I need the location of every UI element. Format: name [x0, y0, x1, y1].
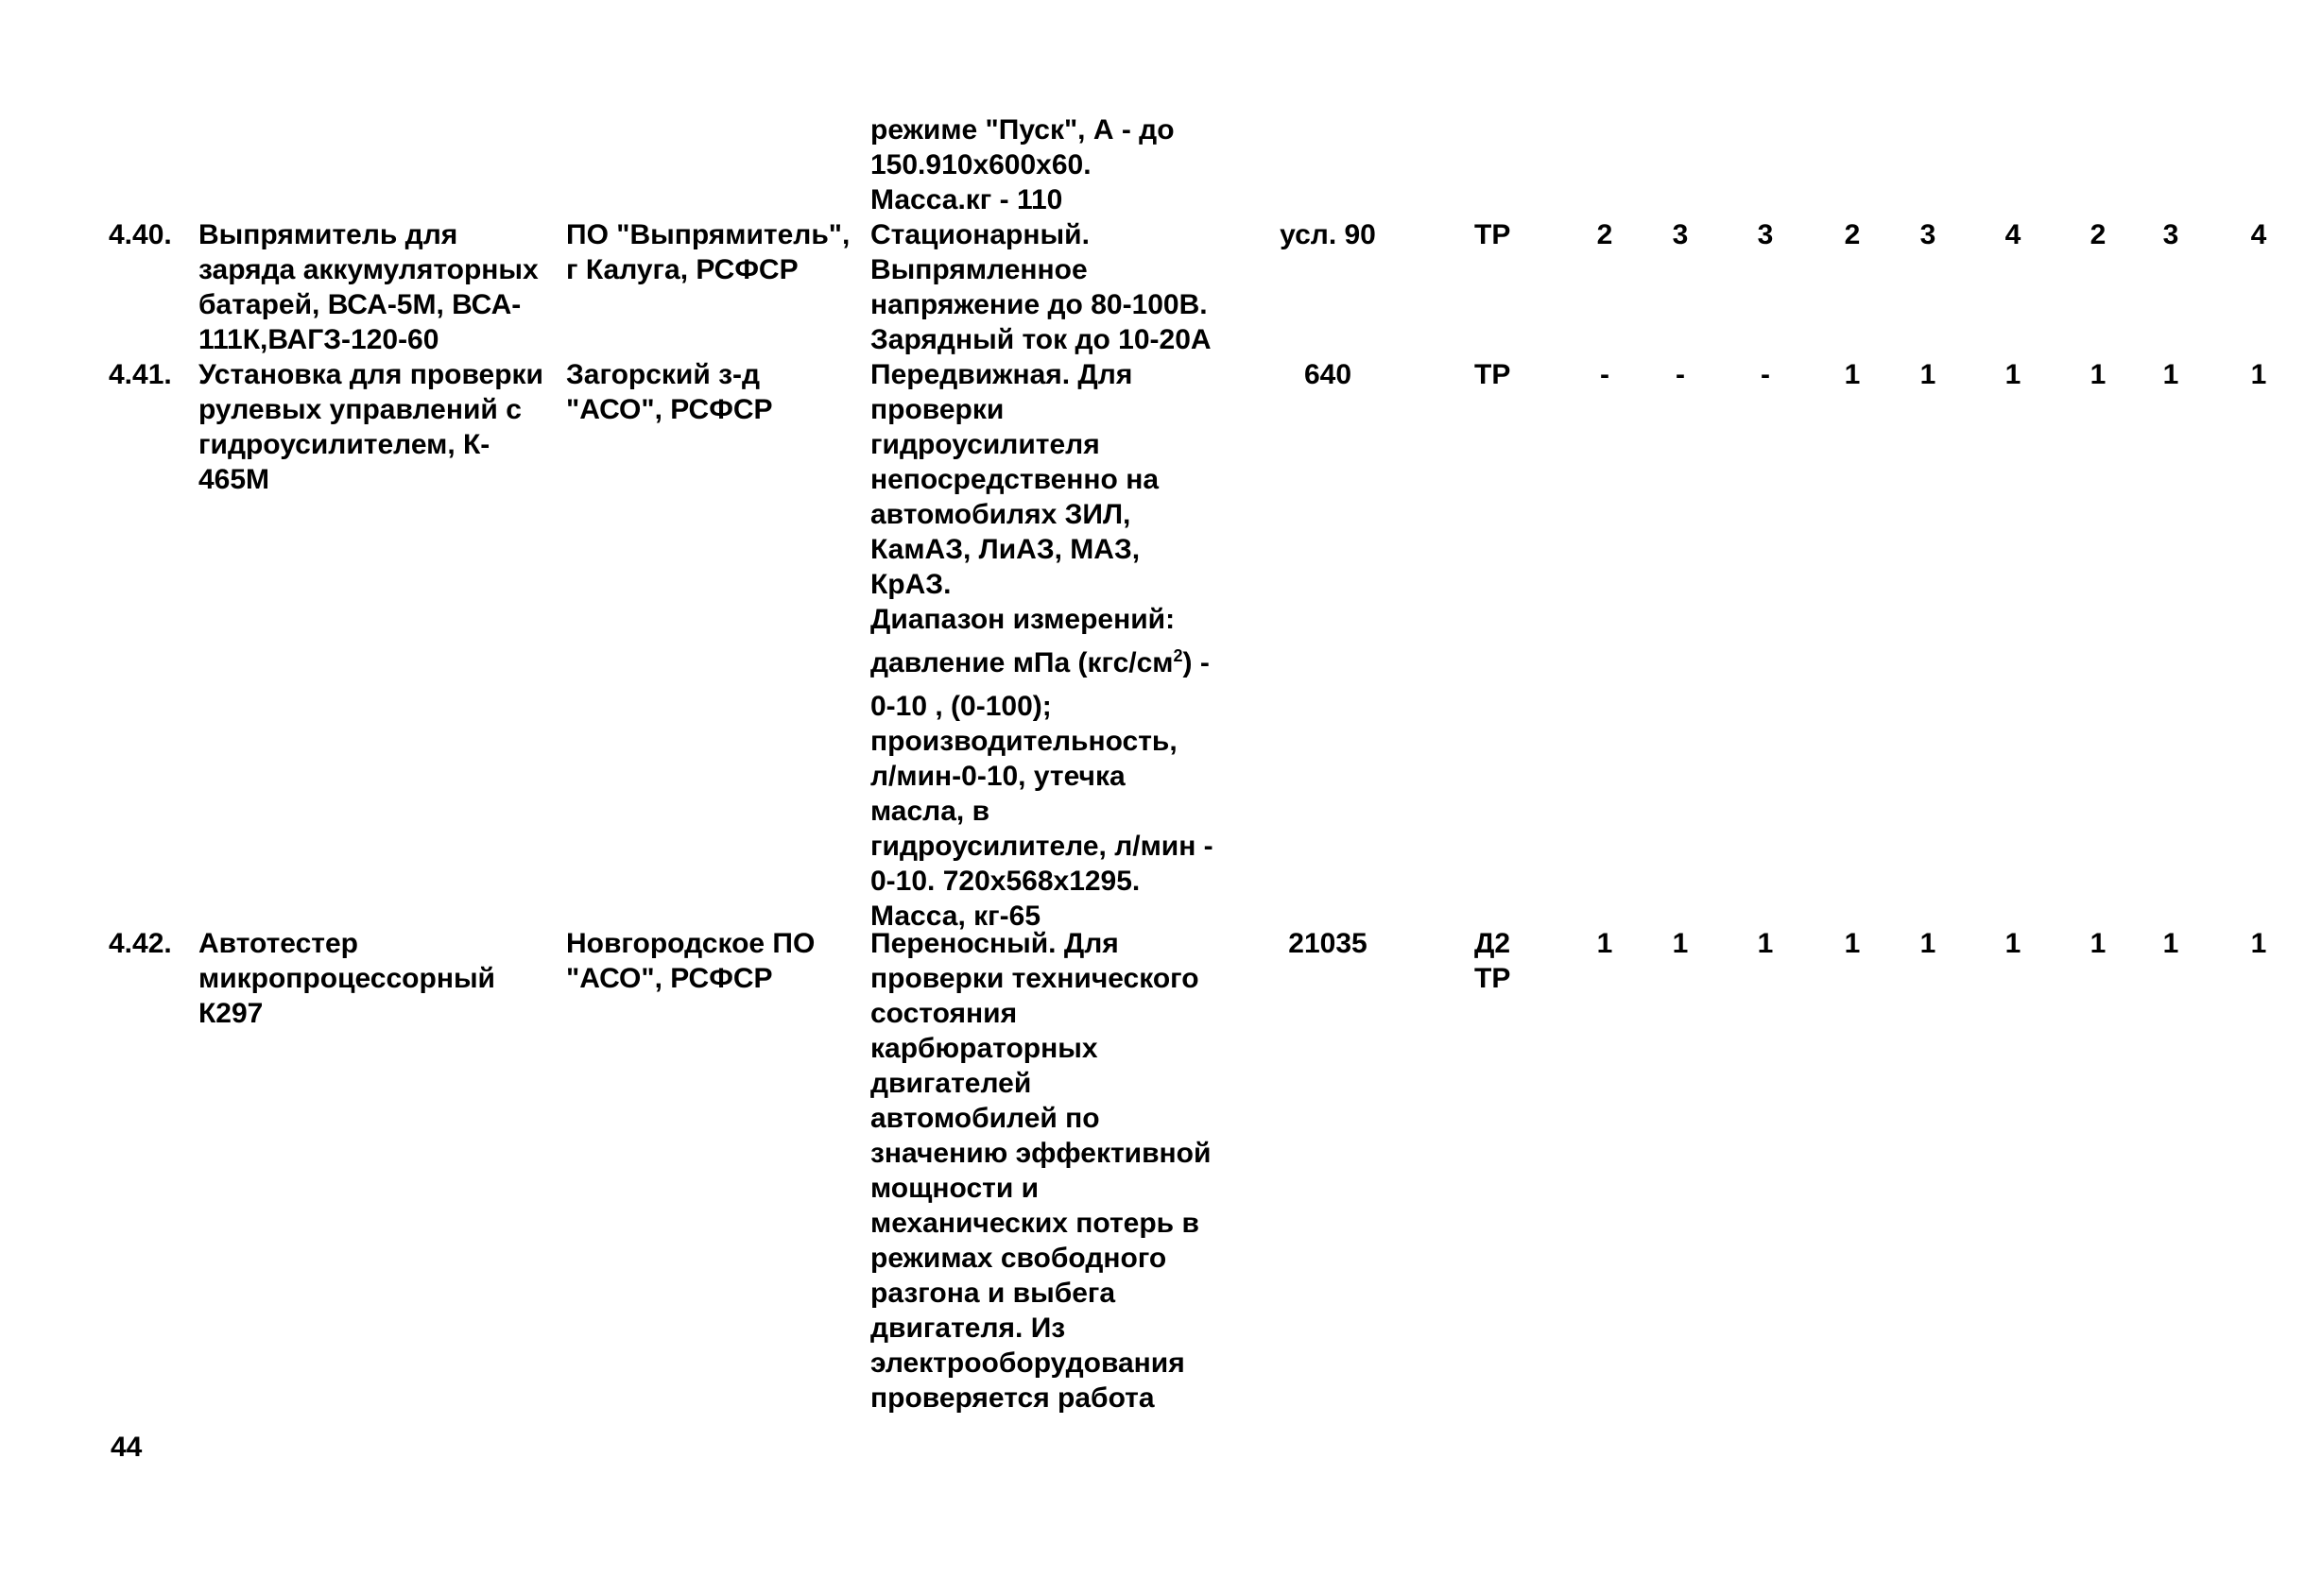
- item-name-line: К297: [198, 998, 264, 1029]
- description-line: Диапазон измерений:: [870, 604, 1176, 635]
- count-cell: -: [1761, 359, 1770, 390]
- count-cell: 3: [1919, 219, 1936, 250]
- description-line: Переносный. Для: [870, 928, 1119, 959]
- description-line: мощности и: [870, 1173, 1040, 1204]
- maintenance-type-line: ТР: [1474, 963, 1511, 994]
- description-line: 0-10 , (0-100);: [870, 691, 1052, 722]
- count-cell: 3: [1672, 219, 1689, 250]
- count-cell: 1: [2004, 928, 2021, 959]
- description-line: непосредственно на: [870, 464, 1160, 495]
- description-pressure-line: [870, 637, 1213, 689]
- description-line: КрАЗ.: [870, 569, 952, 600]
- count-cell: 1: [1919, 928, 1936, 959]
- maintenance-type: [1474, 926, 1510, 996]
- item-name-line: 465М: [198, 464, 270, 495]
- count-cell: 1: [2004, 359, 2021, 390]
- carryover-line: 150.910х600х60.: [870, 149, 1092, 180]
- maintenance-type-line: ТР: [1474, 359, 1511, 390]
- count-cell: 1: [1672, 928, 1689, 959]
- description-line: автомобилей по: [870, 1103, 1100, 1134]
- row-number: 4.41.: [109, 359, 172, 390]
- count-cell: 1: [1757, 928, 1774, 959]
- pressure-superscript: 2: [1173, 646, 1183, 665]
- count-cell: 3: [1757, 219, 1774, 250]
- description-line: Передвижная. Для: [870, 359, 1133, 390]
- item-name: [198, 357, 543, 497]
- manufacturer-line: Новгородское ПО: [566, 928, 816, 959]
- count-cell: 4: [2004, 219, 2021, 250]
- count-cell: 1: [2090, 359, 2107, 390]
- description-line: состояния: [870, 998, 1018, 1029]
- item-name-line: заряда аккумуляторных: [198, 254, 539, 285]
- count-cell: 1: [2250, 359, 2267, 390]
- description-line: производительность,: [870, 726, 1178, 757]
- count-cell: 2: [2090, 219, 2107, 250]
- description-line: проверки технического: [870, 963, 1199, 994]
- count-cell: 1: [1844, 359, 1861, 390]
- price: 21035: [1288, 928, 1367, 959]
- count-cell: 1: [1919, 359, 1936, 390]
- count-cell: 1: [2162, 359, 2179, 390]
- count-cell: 2: [1596, 219, 1613, 250]
- count-cell: 1: [1844, 928, 1861, 959]
- count-cell: 1: [2162, 928, 2179, 959]
- description: [870, 926, 1211, 1416]
- manufacturer: [566, 926, 815, 996]
- item-name-line: батарей, ВСА-5М, ВСА-: [198, 289, 522, 320]
- manufacturer-line: г Калуга, РСФСР: [566, 254, 799, 285]
- count-cell: 3: [2162, 219, 2179, 250]
- maintenance-type-line: ТР: [1474, 219, 1511, 250]
- description-line: автомобилях ЗИЛ,: [870, 499, 1131, 530]
- description-line: значению эффективной: [870, 1138, 1212, 1169]
- maintenance-type: [1474, 217, 1510, 252]
- maintenance-type: [1474, 357, 1510, 392]
- description-line: механических потерь в: [870, 1208, 1199, 1239]
- description-line: электрооборудования: [870, 1347, 1185, 1379]
- item-name: [198, 217, 539, 357]
- description-line: двигателя. Из: [870, 1313, 1066, 1344]
- price: 640: [1303, 359, 1352, 390]
- row-number: 4.40.: [109, 219, 172, 250]
- description-line: КамАЗ, ЛиАЗ, МАЗ,: [870, 534, 1141, 565]
- item-name-line: гидроусилителем, К-: [198, 429, 490, 460]
- count-cell: -: [1600, 359, 1609, 390]
- description-line: напряжение до 80-100В.: [870, 289, 1208, 320]
- maintenance-type-line: Д2: [1474, 928, 1511, 959]
- count-cell: 2: [1844, 219, 1861, 250]
- description-line: Стационарный.: [870, 219, 1090, 250]
- description-line: Зарядный ток до 10-20А: [870, 324, 1212, 355]
- item-name-line: Установка для проверки: [198, 359, 543, 390]
- description-line: Выпрямленное: [870, 254, 1088, 285]
- description-line: режимах свободного: [870, 1243, 1167, 1274]
- item-name-line: микропроцессорный: [198, 963, 496, 994]
- description-line: проверки: [870, 394, 1005, 425]
- carryover-description: [870, 112, 1175, 217]
- item-name-line: рулевых управлений с: [198, 394, 522, 425]
- page-number: 44: [111, 1432, 143, 1463]
- description-line: масла, в: [870, 796, 990, 827]
- count-cell: 1: [1596, 928, 1613, 959]
- manufacturer: [566, 357, 773, 427]
- pressure-text-after: ) -: [1182, 647, 1210, 678]
- count-cell: 1: [2090, 928, 2107, 959]
- item-name-line: Автотестер: [198, 928, 358, 959]
- description-line: гидроусилителе, л/мин -: [870, 831, 1213, 862]
- manufacturer: [566, 217, 850, 287]
- carryover-line: режиме "Пуск", А - до: [870, 114, 1175, 146]
- description-line: гидроусилителя: [870, 429, 1100, 460]
- manufacturer-line: ПО "Выпрямитель",: [566, 219, 851, 250]
- carryover-line: Масса.кг - 110: [870, 184, 1063, 215]
- item-name: [198, 926, 495, 1031]
- description-line: карбюраторных: [870, 1033, 1098, 1064]
- item-name-line: 111К,ВАГЗ-120-60: [198, 324, 439, 355]
- description-line: двигателей: [870, 1068, 1032, 1099]
- count-cell: 1: [2250, 928, 2267, 959]
- pressure-text: давление мПа (кгс/см: [870, 647, 1174, 678]
- description-line: л/мин-0-10, утечка: [870, 761, 1126, 792]
- manufacturer-line: "АСО", РСФСР: [566, 963, 773, 994]
- description-line: разгона и выбега: [870, 1278, 1116, 1309]
- price: усл. 90: [1280, 219, 1376, 250]
- manufacturer-line: Загорский з-д: [566, 359, 761, 390]
- item-name-line: Выпрямитель для: [198, 219, 458, 250]
- description: [870, 357, 1213, 934]
- row-number: 4.42.: [109, 928, 172, 959]
- description-line: проверяется работа: [870, 1382, 1155, 1414]
- description: [870, 217, 1212, 357]
- description-line: 0-10. 720х568х1295.: [870, 866, 1141, 897]
- manufacturer-line: "АСО", РСФСР: [566, 394, 773, 425]
- count-cell: -: [1676, 359, 1685, 390]
- count-cell: 4: [2250, 219, 2267, 250]
- description-line: Масса, кг-65: [870, 901, 1041, 932]
